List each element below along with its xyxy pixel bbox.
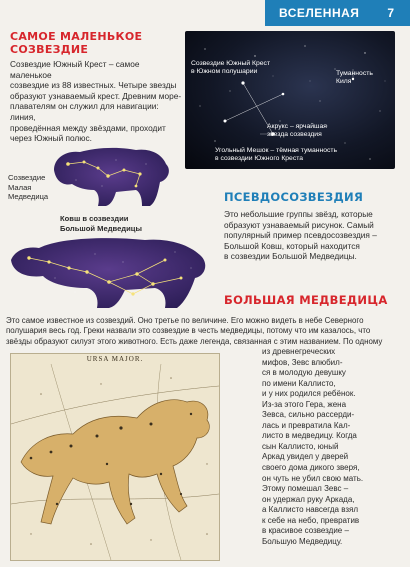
big-dipper-caption: Ковш в созвездии Большой Медведицы: [60, 214, 142, 233]
ursa-major-atlas-plate: [10, 353, 220, 561]
coalsack-label: Угольный Мешок – тёмная туманность в созвездии Южного Креста: [215, 147, 338, 163]
little-bear-illustration: [46, 140, 176, 212]
atlas-title: URSA MAJOR.: [86, 355, 144, 363]
section3-intro: Это самое известное из созвездий. Оно третье по величине. Его можно видеть в небе Северного полушария весь год. Греки назвали это созвездие в честь медведицы, потому что им казалось, что звёзды образуют силуэт этого животного. Есть даже легенда, связанная с этим названием. По одному: [6, 316, 383, 346]
atlas-drawing: [11, 354, 219, 560]
section1-title: САМОЕ МАЛЕНЬКОЕ СОЗВЕЗДИЕ: [10, 30, 143, 56]
section3-title: БОЛЬШАЯ МЕДВЕДИЦА: [224, 293, 388, 307]
section2-title: ПСЕВДОСОЗВЕЗДИЯ: [224, 190, 364, 204]
section2-body: Это небольшие группы звёзд, которые образуют узнаваемый рисунок. Самый популярный пример псевдосозвездия – Большой Ковш, который находится в созвездии Большой Медведицы.: [224, 209, 377, 262]
cross-label: Созвездие Южный Крест в Южном полушарии: [191, 60, 271, 76]
little-bear-caption: Созвездие Малая Медведица: [8, 173, 49, 202]
section1-body: Созвездие Южный Крест – самое маленькое созвездие из 88 известных. Четыре звезды образуют узнаваемый крест. Древним море- плавателям он служил для навигации: линия, проведённая между звёздами, проходит через Южный полюс.: [10, 59, 182, 144]
page-number: 7: [387, 6, 394, 20]
big-bear-illustration: [5, 232, 210, 314]
acrux-label: Акрукс – ярчайшая звезда созвездия: [267, 123, 327, 139]
section3-column: из древнегреческих мифов, Зевс влюбил- ся в молодую девушку по имени Каллисто, и у них родился ребёнок. Из-за этого Гера, жена Зевса, сильно рассерди- лась и превратила Кал- листо в медведицу. Когда сын Каллисто, юный Аркад увидел у дверей своего дома дикого зверя, он чуть не убил свою мать. Этому помешал Зевс – он удержал руку Аркада, а Каллисто навсегда взял к себе на небо, превратив в красивое созвездие – Большую Медведицу.: [262, 347, 364, 546]
nebula-label: Туманность Киля: [336, 70, 373, 86]
section-title: ВСЕЛЕННАЯ: [279, 6, 360, 20]
southern-cross-photo: [185, 31, 395, 169]
